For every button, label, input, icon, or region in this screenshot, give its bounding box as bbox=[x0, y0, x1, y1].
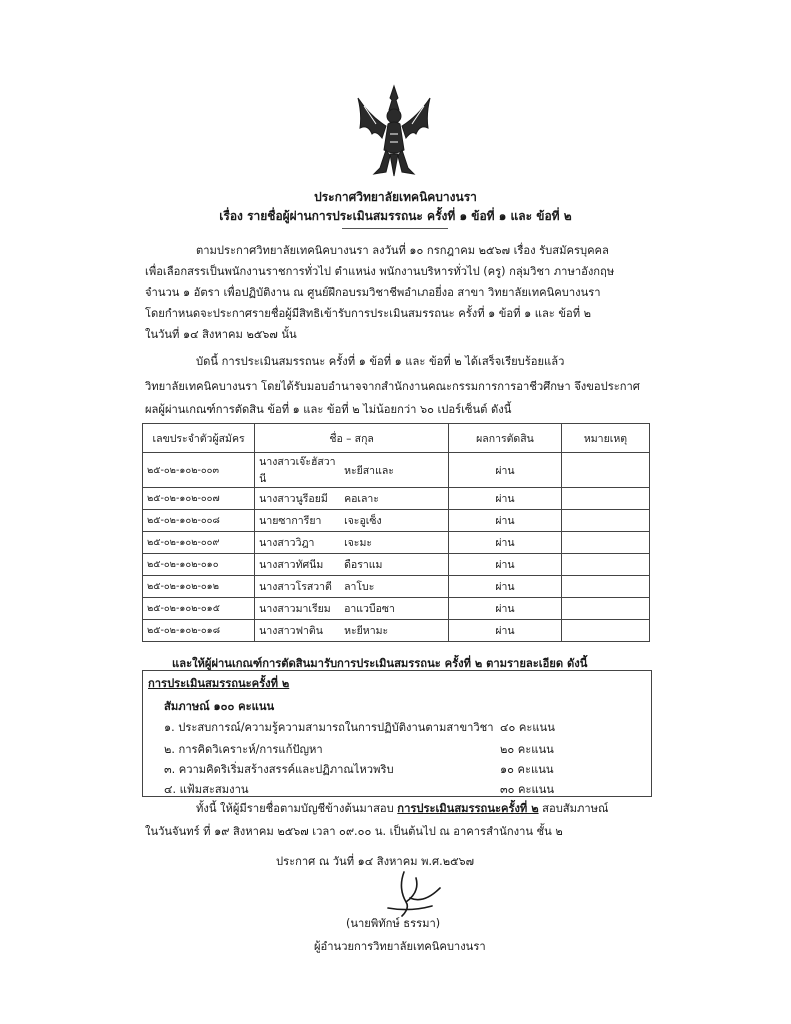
candidate-result: ผ่าน bbox=[449, 488, 562, 510]
paragraph1-line4: โดยกำหนดจะประกาศรายชื่อผู้มีสิทธิเข้ารับการประเมินสมรรถนะ ครั้งที่ ๑ ข้อที่ ๑ และ ข้อที่ ๒ bbox=[145, 307, 592, 320]
paragraph2-line1: บัดนี้ การประเมินสมรรถนะ ครั้งที่ ๑ ข้อที่ ๑ และ ข้อที่ ๒ ได้เสร็จเรียบร้อยแล้ว bbox=[196, 355, 565, 368]
garuda-emblem bbox=[352, 84, 436, 180]
paragraph1-line3: จำนวน ๑ อัตรา เพื่อปฏิบัติงาน ณ ศูนย์ฝึกอบรมวิชาชีพอำเภอยี่งอ สาขา วิทยาลัยเทคนิคบางนรา bbox=[145, 286, 601, 299]
candidate-first-name: นางสาวนูรีอยมี bbox=[255, 488, 340, 510]
candidate-id: ๒๕-๐๒-๑๐๒-๐๑๕ bbox=[143, 598, 255, 620]
candidate-last-name: หะยีสาและ bbox=[340, 453, 448, 488]
signer-position: ผู้อำนวยการวิทยาลัยเทคนิคบางนรา bbox=[314, 940, 486, 953]
assessment-item-score: ๔๐ คะแนน bbox=[500, 721, 555, 734]
announcement-title: ประกาศวิทยาลัยเทคนิคบางนรา bbox=[314, 190, 477, 204]
candidate-remark bbox=[561, 532, 649, 554]
candidate-id: ๒๕-๐๒-๑๐๒-๐๐๙ bbox=[143, 532, 255, 554]
candidate-id: ๒๕-๐๒-๑๐๒-๐๑๒ bbox=[143, 576, 255, 598]
signature bbox=[380, 868, 450, 920]
closing-line1-emphasis: การประเมินสมรรถนะครั้งที่ ๒ bbox=[397, 802, 539, 815]
paragraph1-line2: เพื่อเลือกสรรเป็นพนักงานราชการทั่วไป ตำแหน่ง พนักงานบริหารทั่วไป (ครู) กลุ่มวิชา ภาษาอังกฤษ bbox=[145, 265, 615, 278]
candidate-result: ผ่าน bbox=[449, 576, 562, 598]
table-row bbox=[143, 532, 650, 554]
candidate-id: ๒๕-๐๒-๑๐๒-๐๐๘ bbox=[143, 510, 255, 532]
candidate-remark bbox=[561, 598, 649, 620]
candidate-table bbox=[142, 423, 650, 642]
after-table-text: และให้ผู้ผ่านเกณฑ์การตัดสินมารับการประเมินสมรรถนะ ครั้งที่ ๒ ตามรายละเอียด ดังนี้ bbox=[172, 657, 588, 670]
table-header-row bbox=[143, 424, 650, 453]
closing-line1-end: สอบสัมภาษณ์ bbox=[542, 802, 609, 815]
announce-date: ประกาศ ณ วันที่ ๑๔ สิงหาคม พ.ศ.๒๕๖๗ bbox=[276, 855, 475, 868]
candidate-id: ๒๕-๐๒-๑๐๒-๐๑๐ bbox=[143, 554, 255, 576]
candidate-result: ผ่าน bbox=[449, 453, 562, 488]
candidate-first-name: นางสาวเจ๊ะฮัสวานี bbox=[255, 453, 340, 488]
candidate-remark bbox=[561, 576, 649, 598]
candidate-last-name: เจะอูเซ็ง bbox=[340, 510, 448, 532]
candidate-first-name: นางสาววิฎา bbox=[255, 532, 340, 554]
table-row bbox=[143, 576, 650, 598]
candidate-remark bbox=[561, 620, 649, 642]
assessment-item-score: ๑๐ คะแนน bbox=[500, 763, 554, 776]
candidate-last-name: ดือราแม bbox=[340, 554, 448, 576]
table-row bbox=[143, 510, 650, 532]
table-row bbox=[143, 620, 650, 642]
assessment-item-label: ๓. ความคิดริเริ่มสร้างสรรค์และปฏิภาณไหวพริบ bbox=[164, 763, 394, 776]
paragraph2-line2: วิทยาลัยเทคนิคบางนรา โดยได้รับมอบอำนาจจากสำนักงานคณะกรรมการการอาชีวศึกษา จึงขอประกาศ bbox=[145, 380, 640, 393]
candidate-remark bbox=[561, 554, 649, 576]
paragraph1-line1: ตามประกาศวิทยาลัยเทคนิคบางนรา ลงวันที่ ๑๐ กรกฎาคม ๒๕๖๗ เรื่อง รับสมัครบุคคล bbox=[196, 244, 609, 257]
assessment-item-score: ๓๐ คะแนน bbox=[500, 783, 555, 796]
assessment-item-label: ๑. ประสบการณ์/ความรู้ความสามารถในการปฏิบัติงานตามสาขาวิชา bbox=[164, 721, 494, 734]
candidate-first-name: นางสาวโรสวาตี bbox=[255, 576, 340, 598]
title-divider bbox=[342, 228, 448, 229]
paragraph1-line5: ในวันที่ ๑๔ สิงหาคม ๒๕๖๗ นั้น bbox=[145, 328, 297, 341]
assessment-interview: สัมภาษณ์ ๑๐๐ คะแนน bbox=[164, 700, 275, 713]
candidate-remark bbox=[561, 453, 649, 488]
paragraph2-line3: ผลผู้ผ่านเกณฑ์การตัดสิน ข้อที่ ๑ และ ข้อที่ ๒ ไม่น้อยกว่า ๖๐ เปอร์เซ็นต์ ดังนี้ bbox=[145, 403, 512, 416]
candidate-first-name: นายซาการียา bbox=[255, 510, 340, 532]
table-row bbox=[143, 488, 650, 510]
candidate-first-name: นางสาวฟาติน bbox=[255, 620, 340, 642]
table-row bbox=[143, 453, 650, 488]
candidate-result: ผ่าน bbox=[449, 532, 562, 554]
signer-name: (นายพิทักษ์ ธรรมา) bbox=[346, 917, 441, 930]
closing-line1-intro: ทั้งนี้ ให้ผู้มีรายชื่อตามบัญชีข้างต้นมาสอบ bbox=[196, 802, 394, 815]
candidate-id: ๒๕-๐๒-๑๐๒-๐๐๓ bbox=[143, 453, 255, 488]
assessment-item-label: ๒. การคิดวิเคราะห์/การแก้ปัญหา bbox=[164, 743, 323, 756]
candidate-id: ๒๕-๐๒-๑๐๒-๐๑๘ bbox=[143, 620, 255, 642]
closing-line1 bbox=[196, 799, 608, 817]
candidate-remark bbox=[561, 510, 649, 532]
candidate-first-name: นางสาวมาเรียม bbox=[255, 598, 340, 620]
assessment-item-label: ๔. แฟ้มสะสมงาน bbox=[164, 783, 249, 796]
candidate-last-name: หะยีหามะ bbox=[340, 620, 448, 642]
assessment-item-score: ๒๐ คะแนน bbox=[500, 743, 554, 756]
candidate-result: ผ่าน bbox=[449, 620, 562, 642]
announcement-subject: เรื่อง รายชื่อผู้ผ่านการประเมินสมรรถนะ ครั้งที่ ๑ ข้อที่ ๑ และ ข้อที่ ๒ bbox=[219, 209, 572, 223]
candidate-last-name: ลาโบะ bbox=[340, 576, 448, 598]
candidate-last-name: คอเลาะ bbox=[340, 488, 448, 510]
table-row bbox=[143, 554, 650, 576]
candidate-last-name: อาแวบือซา bbox=[340, 598, 448, 620]
candidate-first-name: นางสาวทัศนีม bbox=[255, 554, 340, 576]
candidate-result: ผ่าน bbox=[449, 510, 562, 532]
header-candidate-id: เลขประจำตัวผู้สมัคร bbox=[143, 424, 255, 453]
candidate-last-name: เจะมะ bbox=[340, 532, 448, 554]
header-remark: หมายเหตุ bbox=[561, 424, 649, 453]
candidate-id: ๒๕-๐๒-๑๐๒-๐๐๗ bbox=[143, 488, 255, 510]
assessment-title: การประเมินสมรรถนะครั้งที่ ๒ bbox=[148, 677, 290, 690]
table-row bbox=[143, 598, 650, 620]
header-full-name: ชื่อ – สกุล bbox=[255, 424, 449, 453]
header-result: ผลการตัดสิน bbox=[449, 424, 562, 453]
candidate-remark bbox=[561, 488, 649, 510]
closing-line2: ในวันจันทร์ ที่ ๑๙ สิงหาคม ๒๕๖๗ เวลา ๐๙.๐๐ น. เป็นต้นไป ณ อาคารสำนักงาน ชั้น ๒ bbox=[145, 825, 563, 838]
candidate-result: ผ่าน bbox=[449, 554, 562, 576]
candidate-result: ผ่าน bbox=[449, 598, 562, 620]
